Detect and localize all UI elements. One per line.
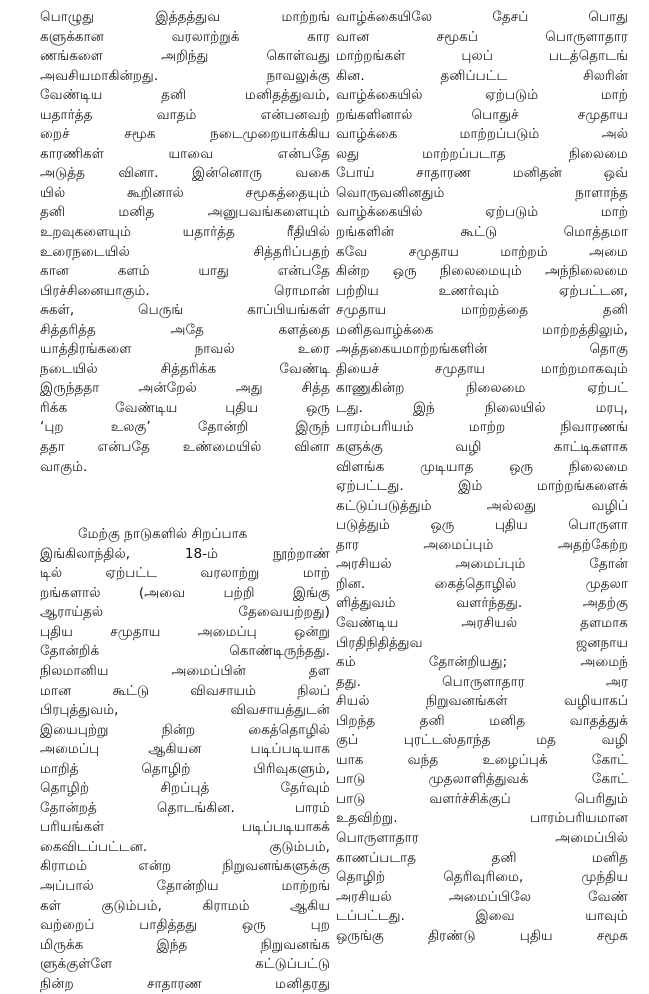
text-line: பாடு வளர்ச்சிக்குப் பெரிதும் [336, 790, 628, 807]
text-line: ஆராய்தல் தேவையற்றது) [40, 604, 330, 621]
text-line: பாரம்பரியம் மாற்ற நிவாரணங் [336, 419, 628, 436]
text-line: உரைநடையில் சித்தரிப்பதற் [40, 243, 330, 260]
text-line: அரசியல் அமைப்பும் தோன் [336, 556, 628, 573]
text-line: களுக்கான வரலாற்றுக் கார [40, 28, 330, 45]
text-line: றின. கைத்தொழில் முதலா [336, 575, 628, 592]
left-text-column [40, 8, 330, 994]
text-line: வேண்டிய அரசியல் தளமாக [336, 614, 628, 631]
text-line: காணப்படாத தனி மனித [336, 849, 628, 866]
text-line: இங்கிலாந்தில், 18-ம் நூற்றாண் [40, 545, 330, 562]
text-line: களுக்கு வழி காட்டிகளாக [336, 439, 628, 456]
text-line: பிரதிநிதித்துவ ஜனநாய [336, 634, 628, 651]
text-line: யில் கூறினால் சமூகத்தையும் [40, 184, 330, 201]
text-line: ணங்களை அறிந்து கொள்வது [40, 48, 330, 65]
text-line: போய் சாதாரண மனிதன் ஒவ் [336, 165, 628, 182]
text-line: தது. பொருளாதார அர [336, 673, 628, 690]
text-line: கள் குடும்பம், கிராமம் ஆகிய [40, 897, 330, 914]
text-line: அப்பால் தோன்றிய மாற்றங் [40, 877, 330, 894]
text-line: றங்களின் கூட்டு மொத்தமா [336, 224, 628, 241]
text-line: அடுத்த வினா. இன்னொரு வகை [40, 165, 330, 182]
text-line: வாழ்க்கையிலே தேசப் பொது [336, 9, 628, 25]
text-line: பிரச்சினையாகும். ரொமான் [40, 282, 330, 299]
text-line: பற்றிய உணர்வும் ஏற்பட்டன, [336, 282, 628, 299]
text-line: சித்தரித்த அதே களத்தை [40, 321, 330, 338]
paragraph-gap [40, 477, 330, 525]
text-line: நின்ற சாதாரண மனிதரது [40, 975, 330, 992]
text-line: பிறந்த தனி மனித வாதத்துக் [336, 712, 628, 729]
text-line: வாழ்க்கை மாற்றப்படும் அல் [336, 126, 628, 143]
text-line: கான களம் யாது என்பதே [40, 263, 330, 280]
text-line: விளங்க முடியாத ஒரு நிலைமை [336, 458, 628, 475]
text-line: யதார்த்த வாதம் என்பனவற் [40, 106, 330, 123]
text-line: சமுதாய மாற்றத்தை தனி [336, 302, 628, 319]
text-line: நிலமானிய அமைப்பின் தள [40, 662, 330, 679]
text-line: பிரபுத்துவம், விவசாயத்துடன் [40, 702, 330, 719]
text-line: கட்டுப்படுத்தும் அல்லது வழிப் [336, 497, 628, 514]
text-line: மேற்கு நாடுகளில் சிறப்பாக [78, 526, 248, 543]
text-line: தொழிற் சிறப்புத் தேர்வும் [40, 780, 330, 797]
text-line: பொழுது இத்தத்துவ மாற்றங் [40, 9, 330, 25]
text-line: கவே சமுதாய மாற்றம் அமை [336, 243, 628, 260]
text-line: படுத்தும் ஒரு புதிய பொருளா [336, 517, 628, 534]
text-line: அவசியமாகின்றது. நாவலுக்கு [40, 67, 330, 84]
text-line: ‘புற உலகு’ தோன்றி இருந் [40, 419, 330, 436]
text-line: கின்ற ஒரு நிலைமையும் அந்நிலைமை [336, 263, 628, 280]
text-line: கிராமம் என்ற நிறுவனங்களுக்கு [40, 858, 330, 875]
text-line: வாழ்க்கையில் ஏற்படும் மாற் [336, 204, 628, 221]
text-line: ஒருங்கு திரண்டு புதிய சமூக [336, 927, 628, 944]
text-line: தனி மனித அனுபவங்களையும் [40, 204, 330, 221]
text-line: டில் ஏற்பட்ட வரலாற்று மாற் [40, 565, 330, 582]
text-line: உறவுகளையும் யதார்த்த ரீதியில் [40, 224, 330, 241]
text-line: இருந்ததா அன்றேல் அது சித்த [40, 380, 330, 397]
text-line: தார அமைப்பும் அதற்கேற்ற [336, 536, 628, 553]
text-line: அமைப்பு ஆகியன படிப்படியாக [40, 741, 330, 758]
text-line: டது. இந் நிலையில் மரபு, [336, 399, 628, 416]
right-text-column [336, 8, 628, 946]
text-line: றங்களால் (அவை பற்றி இங்கு [40, 584, 330, 601]
text-line: ளித்துவம் வளர்ந்தது. அதற்கு [336, 595, 628, 612]
text-line: வாழ்க்கையில் ஏற்படும் மாற் [336, 87, 628, 104]
text-line: றங்களினால் பொதுச் சமுதாய [336, 106, 628, 123]
text-line: இயைபுற்று நின்ற கைத்தொழில் [40, 721, 330, 738]
text-line: சுகள், பெருங் காப்பியங்கள் [40, 302, 330, 319]
text-line: டப்பட்டது. இவை யாவும் [336, 908, 628, 925]
text-line: தொழிற் தெரிவுரிமை, முந்திய [336, 869, 628, 886]
text-line: யாக வந்த உழைப்புக் கோட் [336, 751, 628, 768]
text-line: சியல் நிறுவனங்கள் வழியாகப் [336, 693, 628, 710]
text-line: பரியங்கள் படிப்படியாகக் [40, 819, 330, 836]
text-line: கைவிடப்பட்டன. குடும்பம், [40, 838, 330, 855]
text-line: தோன்றிக் கொண்டிருந்தது. [40, 643, 330, 660]
text-line: றைச் சமூக நடைமுறையாக்கிய [40, 126, 330, 143]
text-line: புதிய சமுதாய அமைப்பு ஒன்று [40, 623, 330, 640]
text-line: உதவிற்று. பாரம்பரியமான [336, 810, 628, 827]
text-line: கின. தனிப்பட்ட சிலரின் [336, 67, 628, 84]
text-line: ளுக்குள்ளே கட்டுப்பட்டு [40, 956, 330, 973]
text-line: மனிதவாழ்க்கை மாற்றத்திலும், [336, 321, 628, 338]
text-line: வான சமூகப் பொருளாதார [336, 28, 628, 45]
text-line: வொருவனினதும் நாளாந்த [336, 184, 628, 201]
text-line: யாத்திரங்களை நாவல் உரை [40, 341, 330, 358]
text-line: கம் தோன்றியது; அமைந் [336, 654, 628, 671]
text-line: பாடு முதலாளித்துவக் கோட் [336, 771, 628, 788]
text-line: அரசியல் அமைப்பிலே வேண் [336, 888, 628, 905]
text-line: அத்தகையமாற்றங்களின் தொகு [336, 341, 628, 358]
text-line: வற்றைப் பாதித்தது ஒரு புற [40, 917, 330, 934]
text-line: நடையில் சித்தரிக்க வேண்டி [40, 360, 330, 377]
text-line: ததா என்பதே உண்மையில் வினா [40, 439, 330, 456]
text-line: மிருக்க இந்த நிறுவனங்க [40, 936, 330, 953]
text-line: வாகும். [40, 458, 88, 475]
text-line: வேண்டிய தனி மனிதத்துவம், [40, 87, 330, 104]
column-gutter [332, 8, 333, 948]
text-line: மான கூட்டு விவசாயம் நிலப் [40, 682, 330, 699]
text-line: லது மாற்றப்படாத நிலைமை [336, 145, 628, 162]
text-line: ஏற்பட்டது. இம் மாற்றங்களைக் [336, 478, 628, 495]
text-line: தோன்றத் தொடங்கின. பாரம் [40, 799, 330, 816]
text-line: தியைச் சமுதாய மாற்றமாகவும் [336, 360, 628, 377]
text-line: காணுகின்ற நிலைமை ஏற்பட் [336, 380, 628, 397]
text-line: காரணிகள் யாவை என்பதே [40, 145, 330, 162]
text-line: மாற்றங்கள் புலப் படத்தொடங் [336, 48, 628, 65]
text-line: மாறித் தொழிற் பிரிவுகளும், [40, 760, 330, 777]
text-line: ரிக்க வேண்டிய புதிய ஒரு [40, 399, 330, 416]
text-line: குப் புரட்டஸ்தாந்த மத வழி [336, 732, 628, 749]
text-line: பொருளாதார அமைப்பில் [336, 829, 628, 846]
